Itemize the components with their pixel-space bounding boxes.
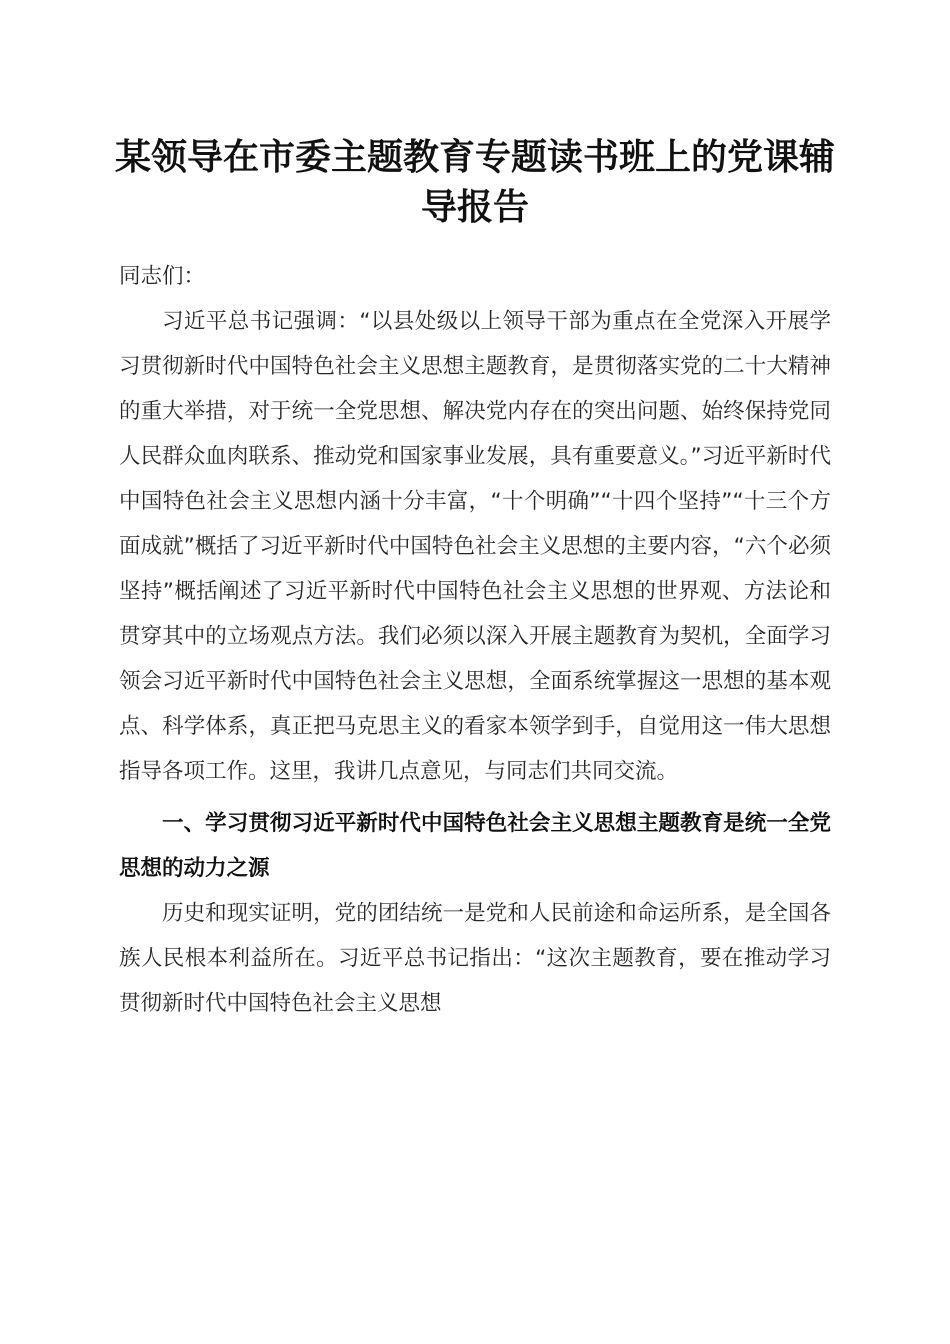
salutation: 同志们： <box>119 264 206 289</box>
document-body <box>119 254 831 1026</box>
section-paragraph: 历史和现实证明，党的团结统一是党和人民前途和命运所系，是全国各族人民根本利益所在。习近平总书记指出：“这次主题教育，要在推动学习贯彻新时代中国特色社会主义思想 <box>119 901 831 1016</box>
body-paragraph: 习近平总书记强调：“以县处级以上领导干部为重点在全党深入开展学习贯彻新时代中国特色社会主义思想主题教育，是贯彻落实党的二十大精神的重大举措，对于统一全党思想、解决党内存在的突出问题、始终保持党同人民群众血肉联系、推动党和国家事业发展，具有重要意义。”习近平新时代中国特色社会主义思想内涵十分丰富，“十个明确”“十四个坚持”“十三个方面成就”概括了习近平新时代中国特色社会主义思想的主要内容，“六个必须坚持”概括阐述了习近平新时代中国特色社会主义思想的世界观、方法论和贯穿其中的立场观点方法。我们必须以深入开展主题教育为契机，全面学习领会习近平新时代中国特色社会主义思想，全面系统掌握这一思想的基本观点、科学体系，真正把马克思主义的看家本领学到手，自觉用这一伟大思想指导各项工作。这里，我讲几点意见，与同志们共同交流。 <box>119 309 831 784</box>
section-heading: 一、学习贯彻习近平新时代中国特色社会主义思想主题教育是统一全党思想的动力之源 <box>119 811 831 881</box>
document-title: 某领导在市委主题教育专题读书班上的党课辅导报告 <box>114 136 835 228</box>
